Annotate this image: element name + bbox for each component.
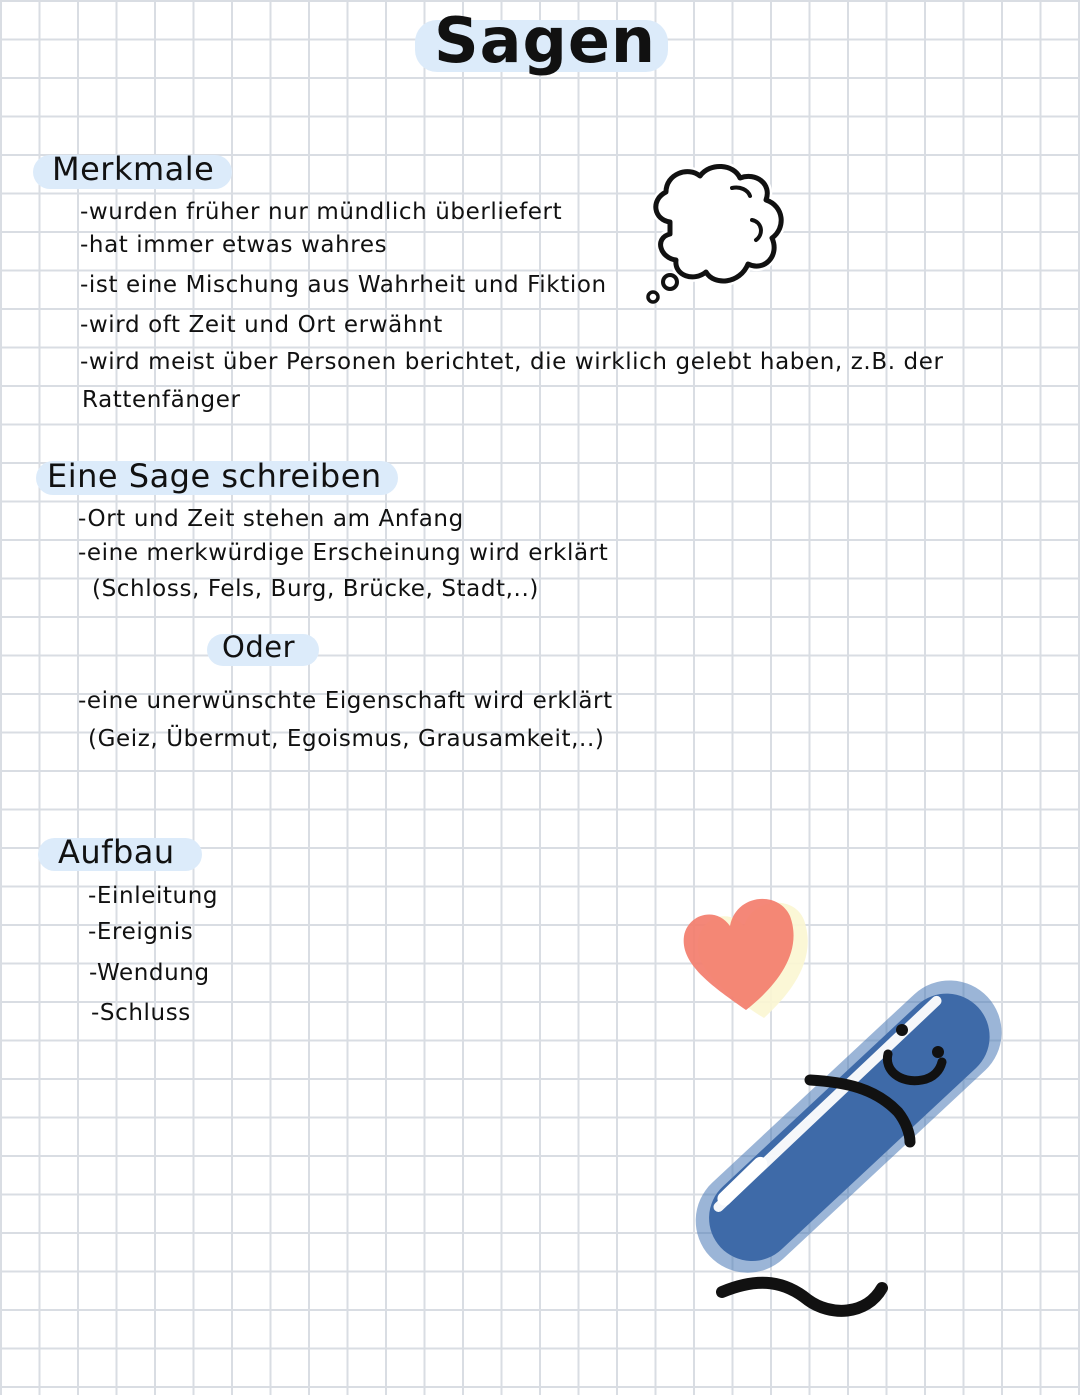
merkmale-heading: Merkmale bbox=[52, 150, 215, 188]
schreiben-item: (Schloss, Fels, Burg, Brücke, Stadt,..) bbox=[92, 576, 539, 602]
thought-cloud-icon bbox=[640, 160, 800, 310]
aufbau-heading: Aufbau bbox=[58, 833, 175, 871]
smiling-pen-icon bbox=[670, 970, 1020, 1330]
merkmale-item: -ist eine Mischung aus Wahrheit und Fiktion bbox=[80, 272, 607, 298]
page-title: Sagen bbox=[433, 4, 657, 77]
aufbau-item: -Schluss bbox=[91, 1000, 191, 1026]
aufbau-item: -Einleitung bbox=[88, 883, 219, 909]
merkmale-item: -wurden früher nur mündlich überliefert bbox=[80, 199, 563, 225]
schreiben-heading: Eine Sage schreiben bbox=[47, 457, 382, 495]
schreiben-item: -Ort und Zeit stehen am Anfang bbox=[78, 506, 464, 532]
schreiben-item: -eine unerwünschte Eigenschaft wird erklärt bbox=[78, 688, 613, 714]
oder-heading: Oder bbox=[222, 630, 295, 664]
merkmale-item: -hat immer etwas wahres bbox=[80, 232, 388, 258]
aufbau-item: -Wendung bbox=[89, 960, 210, 986]
merkmale-item: Rattenfänger bbox=[82, 387, 241, 413]
merkmale-item: -wird meist über Personen berichtet, die wirklich gelebt haben, z.B. der bbox=[80, 349, 944, 375]
schreiben-item: (Geiz, Übermut, Egoismus, Grausamkeit,..) bbox=[88, 726, 605, 752]
merkmale-item: -wird oft Zeit und Ort erwähnt bbox=[80, 312, 443, 338]
aufbau-item: -Ereignis bbox=[88, 919, 194, 945]
schreiben-item: -eine merkwürdige Erscheinung wird erklärt bbox=[78, 540, 609, 566]
